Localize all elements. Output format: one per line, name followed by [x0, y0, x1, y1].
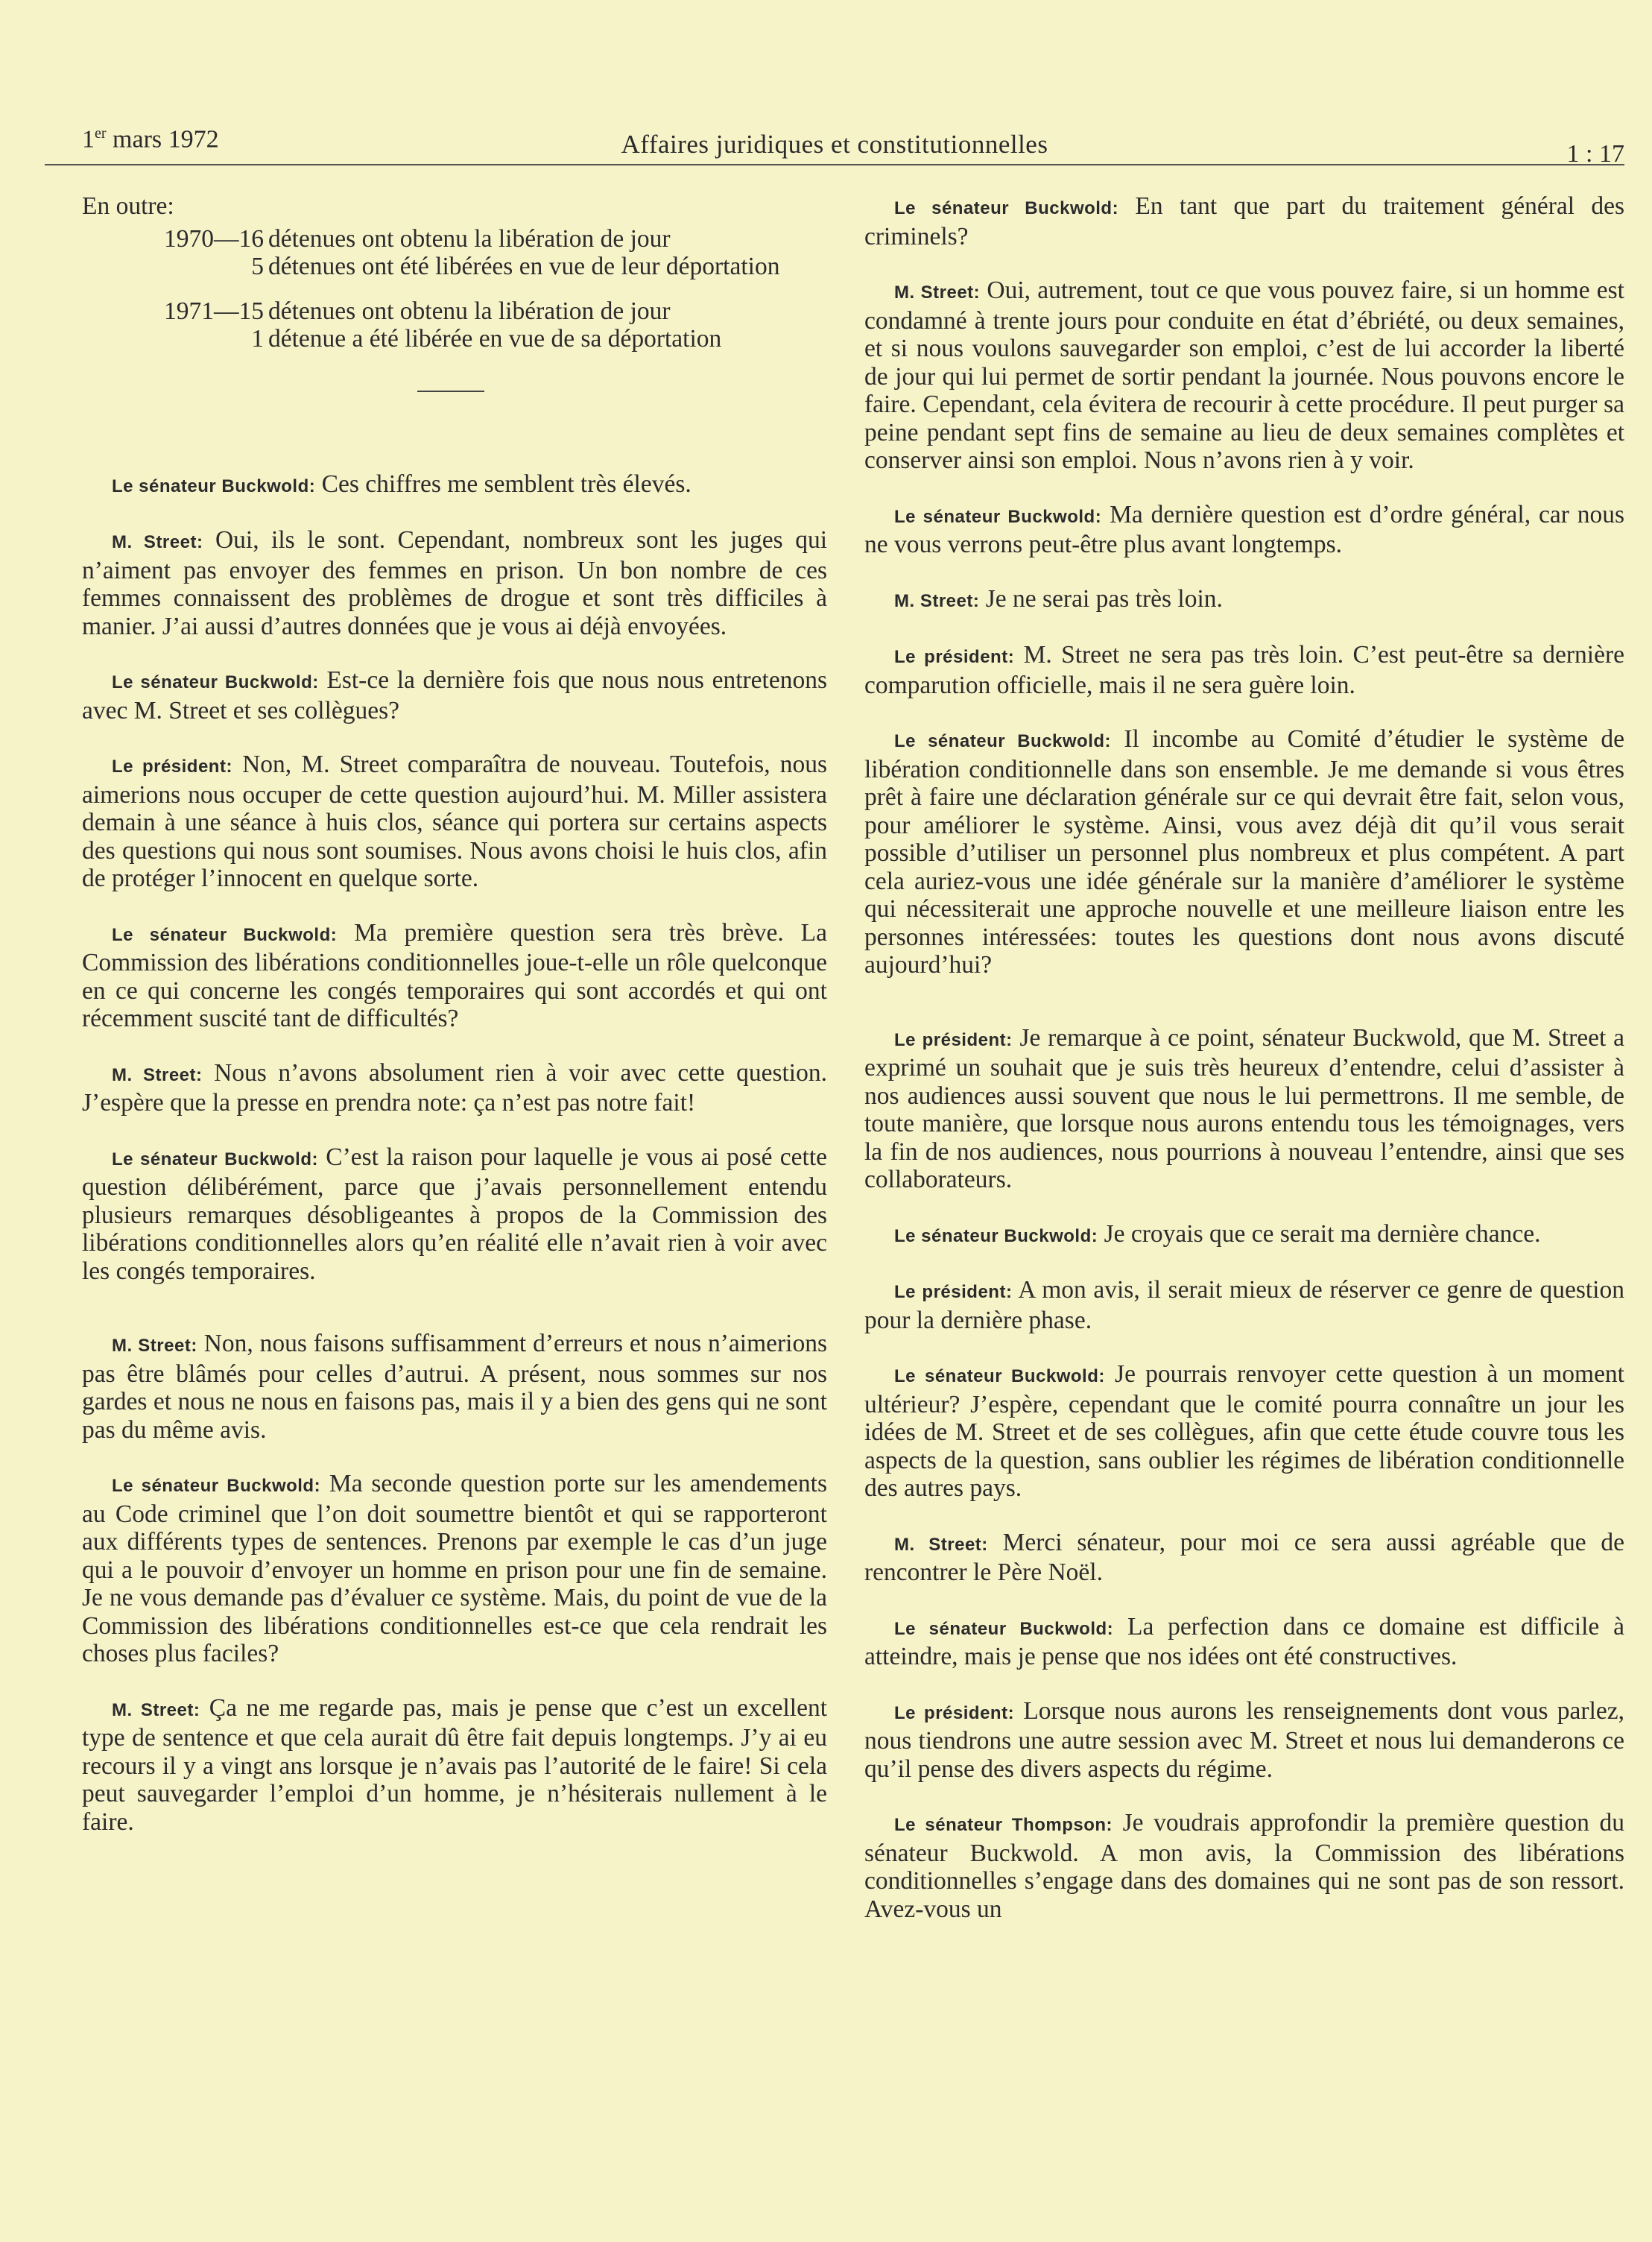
- dialogue-paragraph: [864, 725, 1624, 979]
- stat-year: 5: [251, 253, 264, 280]
- dialogue-paragraph: [864, 1360, 1624, 1503]
- dialogue-paragraph: [864, 1024, 1624, 1194]
- stat-year: 1971—15: [164, 297, 264, 325]
- speech-text: En tant que part du traitement général des criminels?: [864, 192, 1624, 250]
- speech-text: Je croyais que ce serait ma dernière chance.: [1104, 1219, 1541, 1248]
- dialogue-paragraph: [864, 1529, 1624, 1587]
- dialogue-paragraph: [864, 1220, 1624, 1251]
- stat-row: [82, 253, 827, 281]
- dialogue-paragraph: [82, 1470, 827, 1668]
- dialogue-paragraph: [864, 641, 1624, 699]
- date-day: 1: [82, 125, 95, 154]
- dialogue-paragraph: [864, 585, 1624, 616]
- speaker-name: Le président:: [894, 1282, 1013, 1302]
- dialogue-paragraph: [864, 1809, 1624, 1923]
- speech-text: Il incombe au Comité d’étudier le système de libération conditionnelle dans son ensemble. Je me demande si vous êtres prêt à faire une déclaration générale sur ce qui devrait être fait, selon vous, pour améliorer le système. Ainsi, vous avez déjà dit qu’il vous serait possible d’utiliser un personnel plus nombreux et plus compétent. A part cela auriez-vous une idée générale sur la manière d’améliorer le système qui nécessiterait une approche nouvelle et une meilleure liaison entre les personnes intéressées: toutes les questions dont nous avons discuté aujourd’hui?: [864, 725, 1624, 979]
- dialogue-paragraph: [82, 919, 827, 1033]
- stat-row: [82, 297, 827, 326]
- left-column: [82, 192, 827, 1862]
- speaker-name: Le sénateur Buckwold:: [112, 1476, 321, 1496]
- page-number: 1 : 17: [1566, 140, 1624, 168]
- dialogue-paragraph: [864, 1613, 1624, 1671]
- speech-text: Je ne serai pas très loin.: [985, 584, 1223, 613]
- speech-text: M. Street ne sera pas très loin. C’est peut-être sa dernière comparution officielle, mais il ne sera guère loin.: [864, 641, 1624, 699]
- speech-text: Lorsque nous aurons les renseignements dont vous parlez, nous tiendrons une autre session avec M. Street et nous lui demanderons ce qu’il pense des divers aspects du régime.: [864, 1696, 1624, 1783]
- speaker-name: Le sénateur Buckwold:: [112, 672, 319, 692]
- speech-text: Je remarque à ce point, sénateur Buckwold, que M. Street a exprimé un souhait que je suis très heureux d’entendre, celui d’assister à nos audiences aussi souvent que nous le lui permettrons. Il me semble, de toute manière, que lorsque nous aurons entendu tous les témoignages, vers la fin de nos audiences, nous pourrions à nouveau l’entendre, ainsi que ses collaborateurs.: [864, 1023, 1624, 1193]
- speech-text: Ma seconde question porte sur les amendements au Code criminel que l’on doit soumettre bientôt et qui se rapporteront aux différents types de sentences. Prenons par exemple le cas d’un juge qui a le pouvoir d’envoyer un homme en prison pour une fin de semaine. Je ne vous demande pas d’évaluer ce système. Mais, du point de vue de la Commission des libérations conditionnelles est-ce que cela rendrait les choses plus faciles?: [82, 1470, 827, 1667]
- date-superscript: er: [95, 125, 107, 142]
- speech-text: Nous n’avons absolument rien à voir avec cette question. J’espère que la presse en prendra note: ça n’est pas notre fait!: [82, 1058, 827, 1117]
- speech-text: C’est la raison pour laquelle je vous ai posé cette question délibérément, parce que j’avais personnellement entendu plusieurs remarques désobligeantes à propos de la Commission des libérations conditionnelles alors qu’en réalité elle n’avait rien à voir avec les congés temporaires.: [82, 1143, 827, 1285]
- stat-text: détenue a été libérée en vue de sa déportation: [268, 325, 722, 353]
- speech-text: Non, M. Street comparaîtra de nouveau. Toutefois, nous aimerions nous occuper de cette question aujourd’hui. M. Miller assistera demain à une séance à huis clos, séance qui portera sur certains aspects des questions qui nous sont soumises. Nous avons choisi le huis clos, afin de protéger l’innocent en quelque sorte.: [82, 751, 827, 892]
- speaker-name: Le président:: [894, 647, 1015, 667]
- right-column: [864, 192, 1624, 1949]
- stats-block: [82, 225, 827, 353]
- stat-text: détenues ont été libérées en vue de leur déportation: [268, 253, 780, 280]
- speech-text: Oui, ils le sont. Cependant, nombreux sont les juges qui n’aiment pas envoyer des femmes en prison. Un bon nombre de ces femmes connaissent des problèmes de drogue et sont très difficiles à manier. J’ai aussi d’autres données que je vous ai déjà envoyées.: [82, 526, 828, 640]
- speaker-name: M. Street:: [112, 1064, 203, 1085]
- dialogue-paragraph: [82, 751, 827, 893]
- speaker-name: Le sénateur Buckwold:: [112, 1149, 318, 1169]
- speech-text: La perfection dans ce domaine est difficile à atteindre, mais je pense que nos idées ont été constructives.: [864, 1612, 1624, 1670]
- dialogue-paragraph: [864, 277, 1624, 475]
- speaker-name: M. Street:: [894, 282, 981, 303]
- date-rest: mars 1972: [106, 125, 219, 154]
- dialogue-paragraph: [82, 470, 827, 501]
- speaker-name: Le sénateur Buckwold:: [894, 731, 1112, 751]
- dialogue-paragraph: [864, 501, 1624, 559]
- header-title: Affaires juridiques et constitutionnelles: [621, 130, 1048, 159]
- dialogue-paragraph: [82, 1143, 827, 1286]
- speech-text: Ça ne me regarde pas, mais je pense que c’est un excellent type de sentence et que cela aurait dû être fait depuis longtemps. J’y ai eu recours il y a vingt ans lorsque je n’avais pas l’autorité de le faire! Si cela peut sauvegarder l’emploi d’un homme, je n’hésiterais nullement à le faire.: [82, 1693, 827, 1836]
- page-header: [45, 119, 1624, 168]
- speaker-name: M. Street:: [894, 1534, 988, 1555]
- dialogue-paragraph: [82, 1330, 827, 1444]
- speech-text: A mon avis, il serait mieux de réserver ce genre de question pour la dernière phase.: [864, 1276, 1624, 1334]
- stat-text: détenues ont obtenu la libération de jour: [268, 297, 671, 325]
- speaker-name: Le sénateur Buckwold:: [112, 476, 316, 496]
- dialogue-paragraph: [82, 526, 827, 640]
- speech-text: Ma dernière question est d’ordre général, car nous ne vous verrons peut-être plus avant longtemps.: [864, 500, 1625, 558]
- speaker-name: M. Street:: [112, 532, 203, 552]
- speaker-name: M. Street:: [894, 590, 980, 611]
- outre-label: En outre:: [82, 192, 174, 220]
- speech-text: Merci sénateur, pour moi ce sera aussi agréable que de rencontrer le Père Noël.: [864, 1528, 1624, 1586]
- dialogue-paragraph: [82, 1694, 827, 1837]
- dialogue-paragraph: [82, 1059, 827, 1117]
- speech-text: Ces chiffres me semblent très élevés.: [321, 470, 692, 498]
- speech-text: Je voudrais approfondir la première question du sénateur Buckwold. A mon avis, la Commission des libérations conditionnelles s’engage dans des domaines qui ne sont pas de son ressort. Avez-vous un: [864, 1809, 1624, 1923]
- speaker-name: Le président:: [894, 1702, 1015, 1723]
- speaker-name: M. Street:: [112, 1336, 197, 1356]
- speaker-name: Le sénateur Buckwold:: [894, 1366, 1105, 1386]
- speech-text: Non, nous faisons suffisamment d’erreurs et nous n’aimerions pas être blâmés pour celles d’autrui. A présent, nous sommes sur nos gardes et nous ne nous en faisons pas, mais il y a bien des gens qui ne sont pas du même avis.: [82, 1330, 827, 1444]
- stat-text: détenues ont obtenu la libération de jour: [268, 224, 671, 253]
- dialogue-paragraph: [864, 1276, 1624, 1334]
- speaker-name: Le président:: [112, 757, 232, 777]
- speech-text: Est-ce la dernière fois que nous nous entretenons avec M. Street et ses collègues?: [82, 666, 827, 724]
- speaker-name: Le sénateur Buckwold:: [894, 1618, 1114, 1639]
- speaker-name: Le sénateur Buckwold:: [112, 924, 338, 945]
- speaker-name: Le président:: [894, 1029, 1013, 1050]
- dialogue-paragraph: [82, 666, 827, 724]
- speech-text: Oui, autrement, tout ce que vous pouvez faire, si un homme est condamné à trente jours pour conduite en état d’ébriété, ou deux semaines, et si nous voulons sauvegarder son emploi, c’est de lui accorder la liberté de jour qui lui permet de sortir pendant la journée. Nous pouvons encore le faire. Cependant, cela évitera de recourir à cette procédure. Il peut purger sa peine pendant sept fins de semaine au lieu de deux semaines complètes et conserver ainsi son emploi. Nous n’avons rien à y voir.: [864, 277, 1624, 474]
- speaker-name: Le sénateur Buckwold:: [894, 506, 1102, 527]
- speaker-name: Le sénateur Thompson:: [894, 1815, 1113, 1835]
- dialogue-paragraph: [864, 1697, 1624, 1784]
- speaker-name: Le sénateur Buckwold:: [894, 198, 1119, 218]
- stat-row: [82, 325, 827, 353]
- speaker-name: Le sénateur Buckwold:: [894, 1225, 1098, 1246]
- stat-year: 1970—16: [164, 224, 264, 253]
- stat-row: [82, 225, 827, 253]
- section-divider: [417, 391, 484, 392]
- speech-text: Je pourrais renvoyer cette question à un moment ultérieur? J’espère, cependant que le comité pourra connaître un jour les idées de M. Street et de ses collègues, afin que cette étude couvre tous les aspects de la question, sans oublier les régimes de libération conditionnelle des autres pays.: [864, 1360, 1624, 1502]
- speech-text: Ma première question sera très brève. La Commission des libérations conditionnelles joue-t-elle un rôle quelconque en ce qui concerne les congés temporaires qui sont accordés et qui ont récemment suscité tant de difficultés?: [82, 918, 828, 1032]
- stat-year: 1: [251, 325, 264, 353]
- dialogue-paragraph: [864, 192, 1624, 250]
- speaker-name: M. Street:: [112, 1699, 200, 1720]
